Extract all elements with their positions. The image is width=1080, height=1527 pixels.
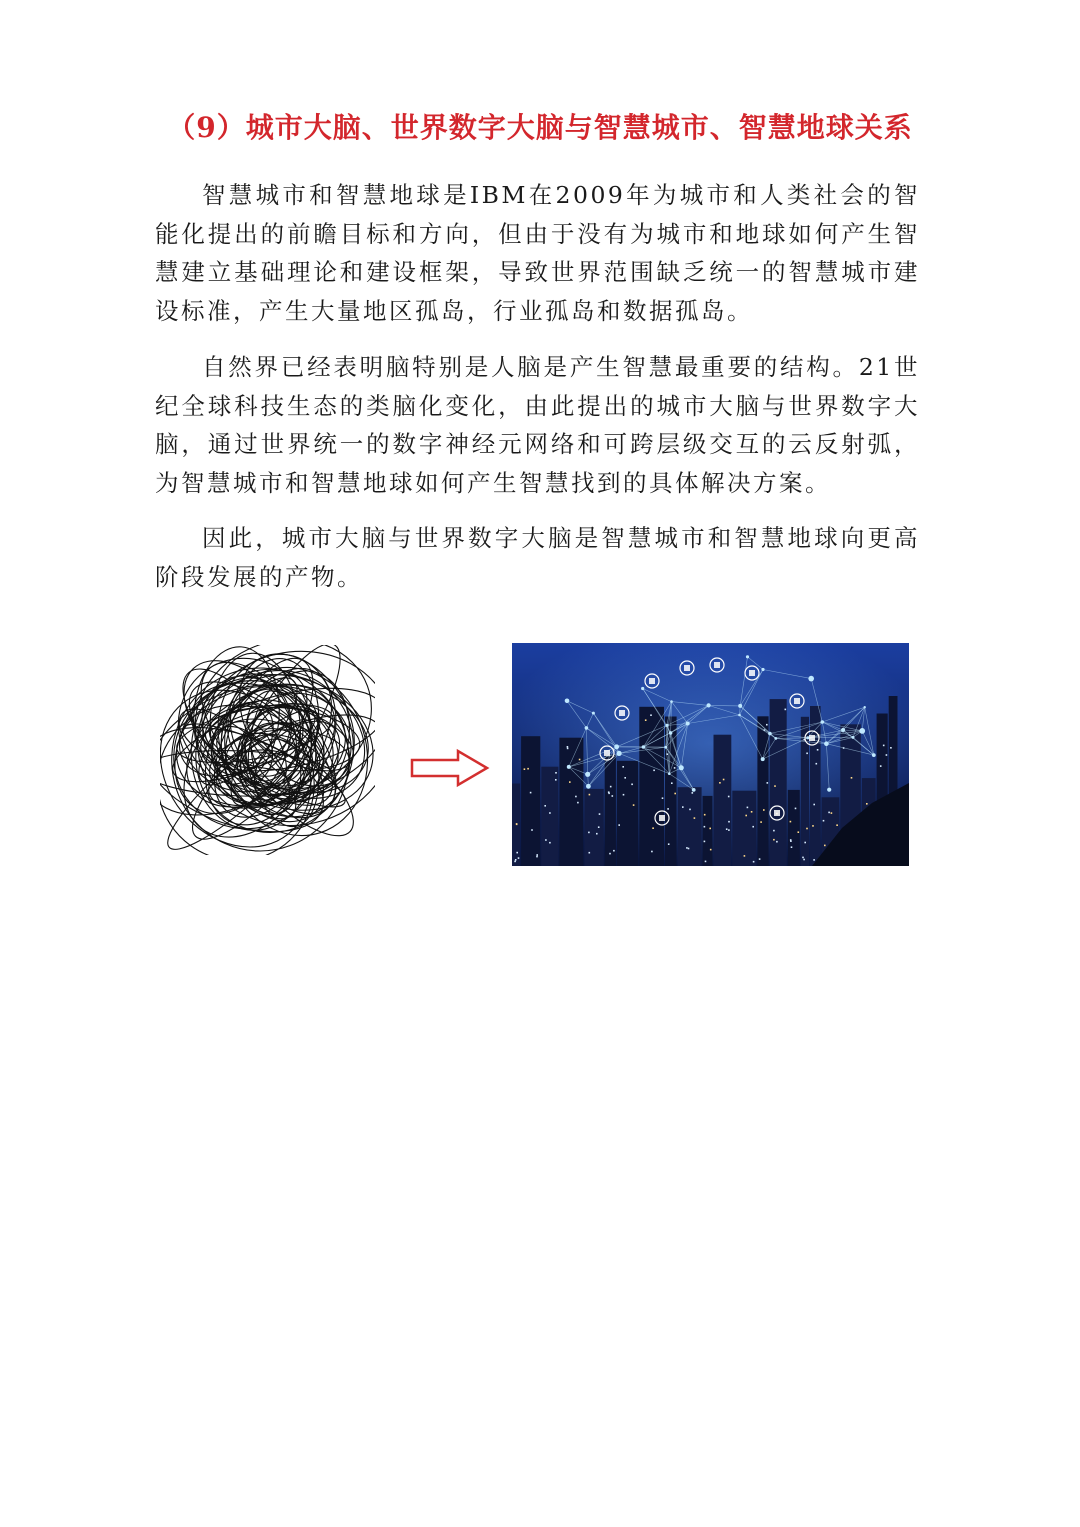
building xyxy=(559,738,583,866)
window-light xyxy=(890,747,892,749)
window-light xyxy=(726,828,728,830)
window-light xyxy=(745,815,747,817)
window-light xyxy=(828,812,830,814)
network-node xyxy=(707,703,711,707)
network-icon-glyph xyxy=(794,698,800,704)
network-icon-glyph xyxy=(659,815,665,821)
window-light xyxy=(728,796,730,798)
building xyxy=(541,767,558,866)
window-light xyxy=(589,852,591,854)
network-icon-glyph xyxy=(649,678,655,684)
network-node xyxy=(841,728,845,732)
network-node xyxy=(670,700,673,703)
window-light xyxy=(728,829,730,831)
window-light xyxy=(709,828,711,830)
network-node xyxy=(567,765,571,769)
window-light xyxy=(536,856,538,858)
window-light xyxy=(812,825,814,827)
network-node xyxy=(761,668,764,671)
network-icon-glyph xyxy=(749,670,755,676)
window-light xyxy=(518,857,520,859)
paragraph-2: 自然界已经表明脑特别是人脑是产生智慧最重要的结构。21世纪全球科技生态的类脑化变化，由此提出的城市大脑与世界数字大脑，通过世界统一的数字神经元网络和可跨层级交互的云反射弧，为智慧城市和智慧地球如何产生智慧找到的具体解决方案。 xyxy=(155,353,920,497)
network-node xyxy=(824,741,829,746)
network-node xyxy=(642,745,646,749)
window-light xyxy=(759,858,761,860)
building xyxy=(639,707,664,866)
window-light xyxy=(710,849,712,851)
window-light xyxy=(831,812,833,814)
window-light xyxy=(544,805,546,807)
window-light xyxy=(689,809,691,811)
window-light xyxy=(555,772,557,774)
window-light xyxy=(599,813,601,815)
window-light xyxy=(751,811,753,813)
smart-city-night-image xyxy=(512,643,909,866)
window-light xyxy=(652,827,654,829)
window-light xyxy=(645,719,647,721)
window-light xyxy=(596,833,598,835)
window-light xyxy=(752,826,754,828)
window-light xyxy=(791,846,793,848)
building xyxy=(788,790,800,866)
window-light xyxy=(610,786,612,788)
window-light xyxy=(545,839,547,841)
window-light xyxy=(886,754,888,756)
network-node xyxy=(738,704,742,708)
window-light xyxy=(662,797,664,799)
tangled-scribble-image xyxy=(160,645,375,855)
window-light xyxy=(723,779,725,781)
window-light xyxy=(549,842,551,844)
window-light xyxy=(527,768,529,770)
building xyxy=(617,761,638,866)
window-light xyxy=(719,782,721,784)
network-node xyxy=(692,788,696,792)
window-light xyxy=(694,817,696,819)
window-light xyxy=(798,831,800,833)
window-light xyxy=(575,796,577,798)
network-node xyxy=(808,676,814,682)
window-light xyxy=(555,779,557,781)
window-light xyxy=(514,861,516,863)
network-icon-glyph xyxy=(684,665,690,671)
window-light xyxy=(686,847,688,849)
building xyxy=(605,754,616,866)
window-light xyxy=(824,845,826,847)
building xyxy=(584,789,603,866)
window-light xyxy=(612,795,614,797)
window-light xyxy=(624,777,626,779)
building xyxy=(678,787,702,866)
window-light xyxy=(674,793,676,795)
window-light xyxy=(806,828,808,830)
window-light xyxy=(851,777,853,779)
window-light xyxy=(704,814,706,816)
window-light xyxy=(671,782,673,784)
window-light xyxy=(667,808,669,810)
building xyxy=(732,791,756,866)
window-light xyxy=(569,781,571,783)
window-light xyxy=(618,824,620,826)
window-light xyxy=(688,848,690,850)
window-light xyxy=(579,759,581,761)
window-light xyxy=(589,794,591,796)
window-light xyxy=(567,748,569,750)
window-light xyxy=(806,753,808,755)
network-node xyxy=(668,772,671,775)
window-light xyxy=(813,859,815,861)
window-light xyxy=(804,842,806,844)
window-light xyxy=(773,830,775,832)
network-node xyxy=(679,765,684,770)
window-light xyxy=(668,843,670,845)
network-node xyxy=(664,746,667,749)
window-light xyxy=(795,808,797,810)
building xyxy=(714,735,732,866)
window-light xyxy=(802,857,804,859)
window-light xyxy=(704,826,706,828)
network-icon-glyph xyxy=(774,810,780,816)
window-light xyxy=(774,785,776,787)
window-light xyxy=(515,859,517,861)
window-light xyxy=(790,821,792,823)
network-node xyxy=(617,751,622,756)
network-node xyxy=(738,714,741,717)
window-light xyxy=(760,821,762,823)
window-light xyxy=(631,784,633,786)
network-node xyxy=(806,736,809,739)
building xyxy=(757,716,768,866)
window-light xyxy=(609,853,611,855)
window-light xyxy=(880,765,882,767)
network-node xyxy=(586,784,591,789)
window-light xyxy=(813,804,815,806)
window-light xyxy=(705,861,707,863)
paragraph-3: 因此，城市大脑与世界数字大脑是智慧城市和智慧地球向更高阶段发展的产物。 xyxy=(155,524,920,591)
network-node xyxy=(746,655,749,658)
window-light xyxy=(744,855,746,857)
window-light xyxy=(650,714,652,716)
window-light xyxy=(651,851,653,853)
window-light xyxy=(549,812,551,814)
window-light xyxy=(776,841,778,843)
window-light xyxy=(567,746,569,748)
window-light xyxy=(817,749,819,751)
window-light xyxy=(536,854,538,856)
window-light xyxy=(763,809,765,811)
network-node xyxy=(827,788,831,792)
window-light xyxy=(728,821,730,823)
network-icon-glyph xyxy=(809,735,815,741)
network-node xyxy=(768,732,772,736)
window-light xyxy=(790,839,792,841)
window-light xyxy=(588,832,590,834)
network-node xyxy=(686,722,690,726)
network-node xyxy=(592,712,595,715)
window-light xyxy=(836,824,838,826)
network-node xyxy=(864,706,866,708)
building xyxy=(703,796,713,866)
window-light xyxy=(674,767,676,769)
window-light xyxy=(531,829,533,831)
building xyxy=(770,699,787,866)
network-node xyxy=(585,772,590,777)
right-arrow-icon xyxy=(410,748,490,788)
window-light xyxy=(766,724,768,726)
network-node xyxy=(565,699,570,704)
window-light xyxy=(747,807,749,809)
window-light xyxy=(622,766,624,768)
window-light xyxy=(753,861,755,863)
building xyxy=(521,736,540,866)
window-light xyxy=(623,794,625,796)
window-light xyxy=(704,841,706,843)
window-light xyxy=(823,820,825,822)
network-node xyxy=(641,687,644,690)
network-node xyxy=(852,736,855,739)
window-light xyxy=(633,804,635,806)
window-light xyxy=(516,824,518,826)
window-light xyxy=(767,782,769,784)
window-light xyxy=(682,806,684,808)
section-heading: （9）城市大脑、世界数字大脑与智慧城市、智慧地球关系 xyxy=(167,111,913,144)
window-light xyxy=(613,850,615,852)
paragraph-1: 智慧城市和智慧地球是IBM在2009年为城市和人类社会的智能化提出的前瞻目标和方向，但由于没有为城市和地球如何产生智慧建立基础理论和建设框架，导致世界范围缺乏统一的智慧城市建设标准，产生大量地区孤岛，行业孤岛和数据孤岛。 xyxy=(155,181,920,325)
network-node xyxy=(665,724,668,727)
window-light xyxy=(883,745,885,747)
window-light xyxy=(653,770,655,772)
network-icon-glyph xyxy=(619,710,625,716)
window-light xyxy=(524,768,526,770)
network-node xyxy=(774,737,777,740)
network-node xyxy=(614,744,619,749)
window-light xyxy=(866,803,868,805)
network-node xyxy=(859,728,865,734)
network-node xyxy=(585,726,589,730)
network-node xyxy=(669,731,673,735)
window-light xyxy=(803,859,805,861)
window-light xyxy=(577,802,579,804)
window-light xyxy=(516,852,518,854)
window-light xyxy=(598,826,600,828)
window-light xyxy=(785,709,787,711)
window-light xyxy=(692,792,694,794)
network-icon-glyph xyxy=(714,662,720,668)
network-node xyxy=(761,757,765,761)
network-icon-glyph xyxy=(604,750,610,756)
network-node xyxy=(872,753,876,757)
window-light xyxy=(530,792,532,794)
network-node xyxy=(821,720,825,724)
window-light xyxy=(773,839,775,841)
window-light xyxy=(608,793,610,795)
window-light xyxy=(816,763,818,765)
